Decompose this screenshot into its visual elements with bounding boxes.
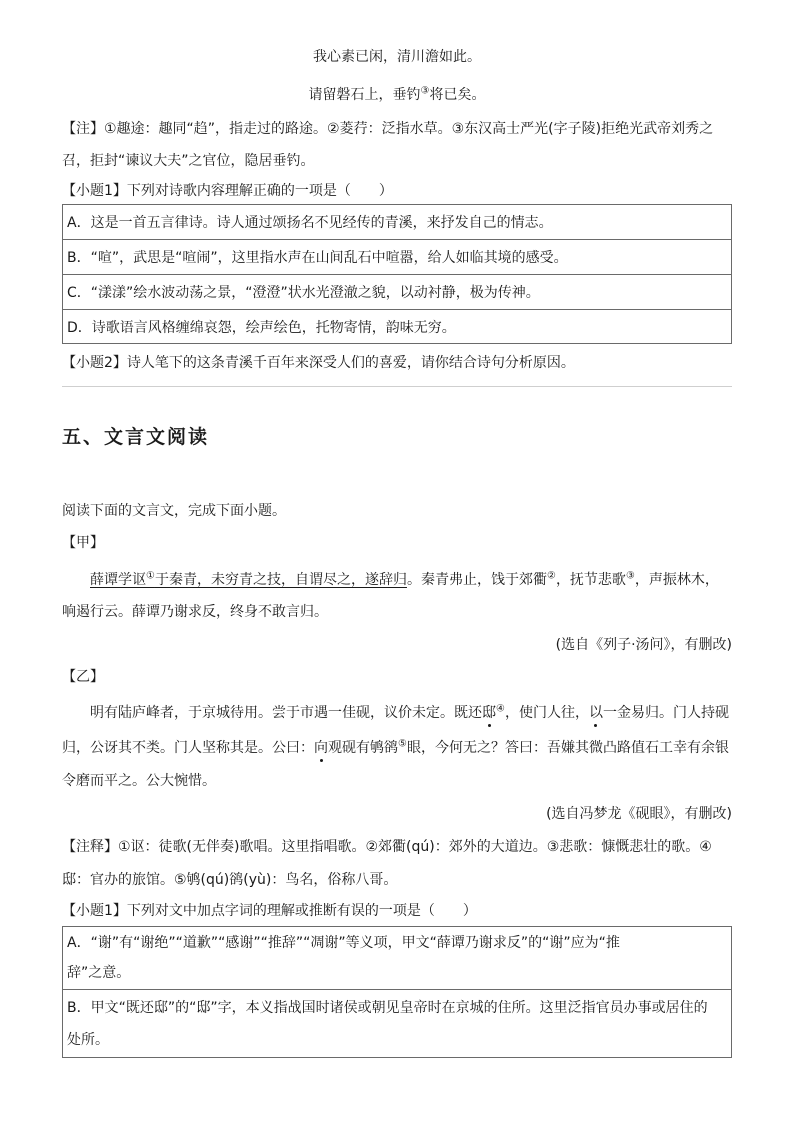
options-box bbox=[62, 926, 732, 1058]
dotted-char: 向 bbox=[314, 740, 328, 756]
section-title: 五、文言文阅读 bbox=[62, 426, 210, 448]
option-a bbox=[63, 205, 731, 240]
option-b bbox=[63, 240, 731, 275]
text-span: 明有陆庐峰者，于京城待用。尝于市遇一佳砚，议价未定。既还 bbox=[90, 705, 482, 721]
source-citation: (选自冯梦龙《砚眼》，有删改) bbox=[546, 806, 732, 822]
passage-yi-line: 令磨而平之。公大惋惜。 bbox=[62, 773, 216, 789]
poem-line bbox=[0, 84, 794, 104]
text-span: 于秦青，未穷青之技，自谓尽之，遂辞归 bbox=[154, 572, 407, 588]
option-b bbox=[63, 990, 731, 1057]
poem-note: 【注】①趣途：趣同“趋”，指走过的路途。②菱荇：泛指水草。③东汉高士严光(字子陵)拒绝光武帝刘秀之 bbox=[62, 121, 714, 137]
passage-label-yi: 【乙】 bbox=[62, 669, 104, 685]
passage-yi-line bbox=[90, 702, 729, 722]
text-span: 眼，今何无之？答曰：吾嫌其微凸路值石工幸有余银 bbox=[406, 740, 729, 756]
option-text: C．“漾漾”绘水波动荡之景，“澄澄”状水光澄澈之貌，以动衬静，极为传神。 bbox=[67, 285, 540, 301]
text-span: 观砚有鸲鹆 bbox=[328, 740, 398, 756]
text-span: 薛谭学讴 bbox=[90, 572, 146, 588]
option-text: A．这是一首五言律诗。诗人通过颂扬名不见经传的青溪，来抒发自己的情志。 bbox=[67, 215, 553, 231]
option-text: 处所。 bbox=[67, 1031, 109, 1048]
passage-yi-line bbox=[62, 737, 729, 757]
text-span: ，声振林木， bbox=[634, 572, 719, 588]
note-marker: ① bbox=[146, 570, 155, 582]
instruction: 阅读下面的文言文，完成下面小题。 bbox=[62, 503, 286, 519]
option-text: B．“喧”，武思是“喧闹”，这里指水声在山间乱石中喧嚣，给人如临其境的感受。 bbox=[67, 250, 568, 266]
text-span: 归，公讶其不类。门人坚称其是。公曰： bbox=[62, 740, 314, 756]
divider bbox=[62, 386, 732, 387]
option-text: D．诗歌语言风格缠绵哀怨，绘声绘色，托物寄情，韵味无穷。 bbox=[67, 319, 456, 336]
underlined-text bbox=[90, 572, 407, 588]
source-citation: (选自《列子·汤问》，有删改) bbox=[555, 637, 732, 653]
option-a bbox=[63, 927, 731, 990]
option-d bbox=[63, 310, 731, 343]
question-prompt: 【小题2】诗人笔下的这条青溪千百年来深受人们的喜爱，请你结合诗句分析原因。 bbox=[62, 355, 575, 371]
poem-text: 请留磐石上，垂钓 bbox=[308, 87, 421, 103]
passage-jia-line bbox=[90, 569, 719, 589]
option-text: B．甲文“既还邸”的“邸”字，本义指战国时诸侯或朝见皇帝时在京城的住所。这里泛指官员办事或居住的 bbox=[67, 999, 708, 1016]
option-text: A．“谢”有“谢绝”“道歉”“感谢”“推辞”“凋谢”等义项，甲文“薛谭乃谢求反”的“谢”应为“推 bbox=[67, 935, 620, 951]
option-c bbox=[63, 275, 731, 310]
option-text: 辞”之意。 bbox=[67, 965, 131, 981]
passage-jia-line: 响遏行云。薛谭乃谢求反，终身不敢言归。 bbox=[62, 604, 328, 620]
passage-label-jia: 【甲】 bbox=[62, 535, 104, 551]
poem-note: 召，拒封“谏议大夫”之官位，隐居垂钓。 bbox=[62, 153, 315, 169]
dotted-char: 以 bbox=[588, 705, 603, 721]
note-marker: ③ bbox=[420, 85, 430, 97]
text-span: 。秦青弗止，饯于郊衢 bbox=[406, 572, 547, 588]
note-marker: ② bbox=[546, 570, 556, 582]
note-marker: ④ bbox=[496, 703, 505, 715]
text-span: ，使门人往， bbox=[504, 705, 589, 721]
annotation: 邸：官办的旅馆。⑤鸲(qú)鹆(yù)：鸟名，俗称八哥。 bbox=[62, 872, 398, 888]
question-prompt: 【小题1】下列对文中加点字词的理解或推断有误的一项是（ ） bbox=[62, 903, 477, 919]
question-prompt: 【小题1】下列对诗歌内容理解正确的一项是（ ） bbox=[62, 183, 393, 199]
text-span: ，抚节悲歌 bbox=[555, 572, 626, 588]
options-box bbox=[62, 204, 732, 344]
note-marker: ⑤ bbox=[398, 738, 407, 750]
text-span: 一金易归。门人持砚 bbox=[602, 705, 729, 721]
annotation: 【注释】①讴：徒歌(无伴奏)歌唱。这里指唱歌。②郊衢(qú)：郊外的大道边。③悲歌：慷慨悲壮的歌。④ bbox=[62, 839, 712, 855]
poem-line: 我心素已闲，清川澹如此。 bbox=[313, 49, 481, 65]
poem-text: 将已矣。 bbox=[429, 87, 486, 103]
note-marker: ③ bbox=[625, 570, 635, 582]
dotted-char: 邸 bbox=[482, 705, 496, 721]
